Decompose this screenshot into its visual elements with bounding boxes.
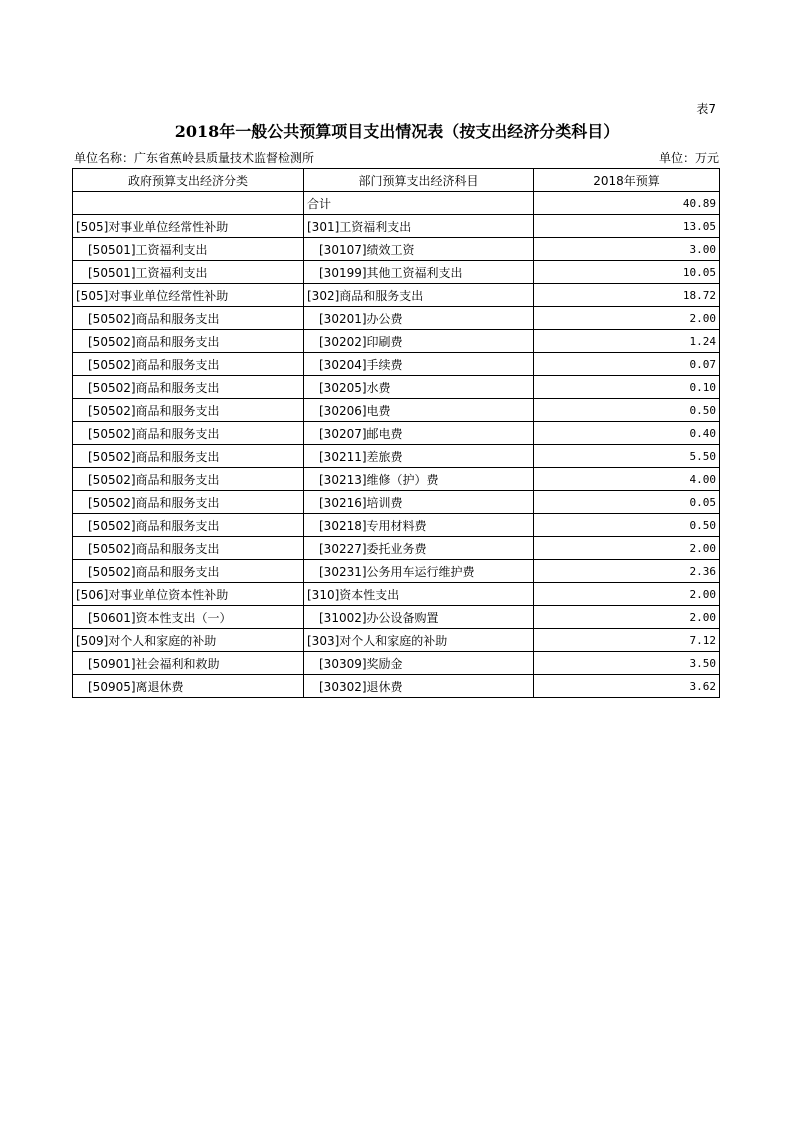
table-row: [73, 215, 720, 238]
table-row: [73, 675, 720, 698]
table-row: [73, 445, 720, 468]
table-row: [73, 238, 720, 261]
dept-subject-cell: [30205]水费: [304, 376, 534, 399]
table-row: [73, 307, 720, 330]
budget-amount-cell: 0.10: [534, 376, 720, 399]
dept-subject-cell: 合计: [304, 192, 534, 215]
dept-subject-cell: [30107]绩效工资: [304, 238, 534, 261]
gov-classification-cell: [50901]社会福利和救助: [73, 652, 304, 675]
gov-classification-cell: [509]对个人和家庭的补助: [73, 629, 304, 652]
dept-subject-cell: [30302]退休费: [304, 675, 534, 698]
dept-subject-cell: [30207]邮电费: [304, 422, 534, 445]
unit-name: 单位名称：广东省蕉岭县质量技术监督检测所: [74, 151, 315, 165]
budget-amount-cell: 3.50: [534, 652, 720, 675]
gov-classification-cell: [50502]商品和服务支出: [73, 468, 304, 491]
gov-classification-cell: [505]对事业单位经常性补助: [73, 215, 304, 238]
gov-classification-cell: [50501]工资福利支出: [73, 238, 304, 261]
budget-amount-cell: 3.00: [534, 238, 720, 261]
table-row: [73, 468, 720, 491]
gov-classification-cell: [506]对事业单位资本性补助: [73, 583, 304, 606]
budget-amount-cell: 2.00: [534, 537, 720, 560]
gov-classification-cell: [50502]商品和服务支出: [73, 330, 304, 353]
gov-classification-cell: [50601]资本性支出（一）: [73, 606, 304, 629]
dept-subject-cell: [303]对个人和家庭的补助: [304, 629, 534, 652]
budget-amount-cell: 2.00: [534, 583, 720, 606]
currency-unit: 单位：万元: [658, 151, 719, 165]
gov-classification-cell: [50502]商品和服务支出: [73, 307, 304, 330]
table-number: 表7: [696, 102, 716, 116]
page-title: 2018年一般公共预算项目支出情况表（按支出经济分类科目）: [174, 122, 620, 141]
table-row: [73, 560, 720, 583]
gov-classification-cell: [50502]商品和服务支出: [73, 376, 304, 399]
table-body: [73, 192, 720, 698]
budget-amount-cell: 40.89: [534, 192, 720, 215]
table-row: [73, 376, 720, 399]
table-header-row: [73, 169, 720, 192]
dept-subject-cell: [30201]办公费: [304, 307, 534, 330]
budget-amount-cell: 0.40: [534, 422, 720, 445]
table-row: [73, 330, 720, 353]
table-row: [73, 514, 720, 537]
header-gov-classification: 政府预算支出经济分类: [73, 169, 304, 192]
table-row: [73, 583, 720, 606]
budget-amount-cell: 0.05: [534, 491, 720, 514]
dept-subject-cell: [302]商品和服务支出: [304, 284, 534, 307]
budget-amount-cell: 0.07: [534, 353, 720, 376]
dept-subject-cell: [30216]培训费: [304, 491, 534, 514]
dept-subject-cell: [30213]维修（护）费: [304, 468, 534, 491]
table-row: [73, 284, 720, 307]
dept-subject-cell: [310]资本性支出: [304, 583, 534, 606]
table-row: [73, 192, 720, 215]
dept-subject-cell: [30206]电费: [304, 399, 534, 422]
budget-amount-cell: 0.50: [534, 514, 720, 537]
gov-classification-cell: [50502]商品和服务支出: [73, 422, 304, 445]
table-row: [73, 422, 720, 445]
table-row: [73, 606, 720, 629]
budget-amount-cell: 1.24: [534, 330, 720, 353]
budget-table: [72, 168, 720, 698]
table-row: [73, 399, 720, 422]
gov-classification-cell: [50905]离退休费: [73, 675, 304, 698]
table-row: [73, 261, 720, 284]
table-row: [73, 652, 720, 675]
budget-amount-cell: 10.05: [534, 261, 720, 284]
dept-subject-cell: [30202]印刷费: [304, 330, 534, 353]
dept-subject-cell: [30227]委托业务费: [304, 537, 534, 560]
budget-amount-cell: 3.62: [534, 675, 720, 698]
header-dept-subject: 部门预算支出经济科目: [304, 169, 534, 192]
table-row: [73, 629, 720, 652]
gov-classification-cell: [50502]商品和服务支出: [73, 399, 304, 422]
dept-subject-cell: [30231]公务用车运行维护费: [304, 560, 534, 583]
budget-amount-cell: 2.36: [534, 560, 720, 583]
budget-amount-cell: 2.00: [534, 307, 720, 330]
budget-amount-cell: 0.50: [534, 399, 720, 422]
budget-amount-cell: 5.50: [534, 445, 720, 468]
gov-classification-cell: [50502]商品和服务支出: [73, 560, 304, 583]
dept-subject-cell: [30218]专用材料费: [304, 514, 534, 537]
gov-classification-cell: [50502]商品和服务支出: [73, 537, 304, 560]
table-row: [73, 491, 720, 514]
budget-amount-cell: 7.12: [534, 629, 720, 652]
budget-amount-cell: 18.72: [534, 284, 720, 307]
budget-amount-cell: 2.00: [534, 606, 720, 629]
dept-subject-cell: [30199]其他工资福利支出: [304, 261, 534, 284]
budget-amount-cell: 13.05: [534, 215, 720, 238]
dept-subject-cell: [301]工资福利支出: [304, 215, 534, 238]
dept-subject-cell: [30309]奖励金: [304, 652, 534, 675]
gov-classification-cell: [50502]商品和服务支出: [73, 445, 304, 468]
header-budget-2018: 2018年预算: [534, 169, 720, 192]
table-row: [73, 353, 720, 376]
dept-subject-cell: [31002]办公设备购置: [304, 606, 534, 629]
gov-classification-cell: [73, 192, 304, 215]
gov-classification-cell: [50502]商品和服务支出: [73, 353, 304, 376]
gov-classification-cell: [50502]商品和服务支出: [73, 514, 304, 537]
gov-classification-cell: [505]对事业单位经常性补助: [73, 284, 304, 307]
dept-subject-cell: [30204]手续费: [304, 353, 534, 376]
table-row: [73, 537, 720, 560]
unit-info-row: [74, 149, 719, 166]
gov-classification-cell: [50502]商品和服务支出: [73, 491, 304, 514]
budget-amount-cell: 4.00: [534, 468, 720, 491]
gov-classification-cell: [50501]工资福利支出: [73, 261, 304, 284]
dept-subject-cell: [30211]差旅费: [304, 445, 534, 468]
